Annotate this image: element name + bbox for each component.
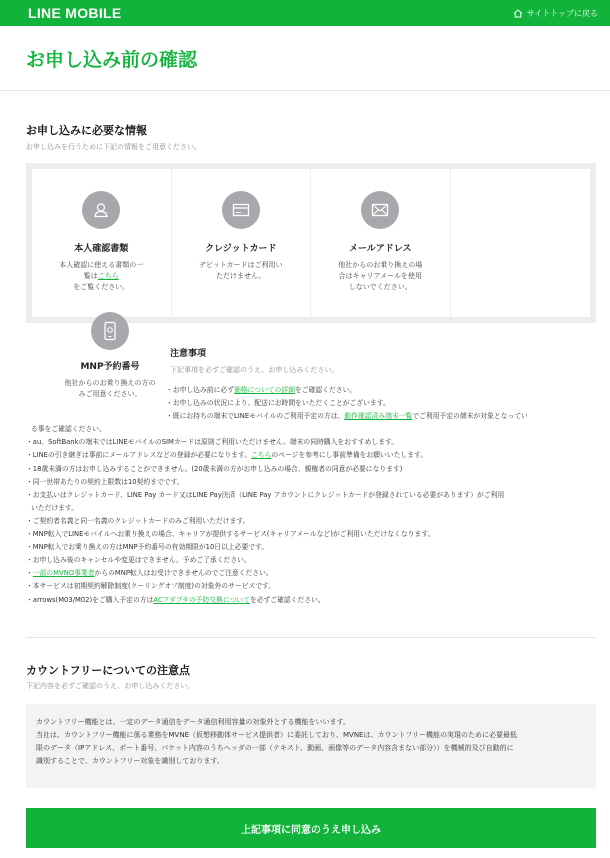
required-info-panel [26,163,596,323]
card-credit-card [172,169,312,317]
list-item: ・同一世帯あたりの契約上限数は10契約までです。 [26,477,184,486]
list-item: ・MNP転入でLINEモバイルへお乗り換えの場合、キャリアが提供するサービス(キャリアメールなど)がご利用いただけなくなります。 [26,530,435,539]
list-item: ・お申し込み前に必ず価格についての詳細をご確認ください。 [166,386,357,394]
list-item: ・お申し込み後のキャンセルや変更はできません。予めご了承ください。 [26,556,251,565]
home-icon [513,9,523,18]
price-details-link[interactable]: 価格についての詳細 [233,386,296,394]
mvno-operators-link[interactable]: 一部のMVNO事業者 [32,569,95,578]
countfree-text: 限のデータ（IPアドレス、ポート番号、パケット内容のうちヘッダの一部（テキスト、動画、画像等のデータ内容含まない部分））を機械的及び自動的に [36,744,514,752]
list-item: ・au、SoftBankの端末ではLINEモバイルのSIMカードは原則ご利用いただけません。端末の同時購入をおすすめします。 [26,438,399,447]
countfree-subtitle: 下記内容を必ずご確認のうえ、お申し込みください。 [26,682,195,690]
person-icon [82,191,120,229]
countfree-text: カウントフリー機能とは、一定のデータ通信をデータ通信利用容量の対象外とする機能をいいます。 [36,718,350,726]
site-top-link[interactable] [513,8,598,19]
countfree-text: 当社は、カウントフリー機能に係る業務をMVNE（仮想移動体サービス提供者）に委託しており、MVNEは、カウントフリー機能の実現のために必要最低 [36,731,517,739]
card-title: MNP予約番号 [80,362,140,372]
title-bar [0,26,610,91]
countfree-text: 識別することで、カウントフリー対象を識別しております。 [36,757,224,765]
compatible-devices-link[interactable]: 動作確認済み端末一覧 [344,412,413,421]
list-item: ・18歳未満の方はお申し込みすることができません。(20歳未満の方がお申し込みの場合、親権者の同意が必要になります) [26,464,403,473]
notes-title: 注意事項 [170,349,207,359]
list-item: ・arrows(M03/M02)をご購入予定の方はACアダプタの予防交換についてを必ずご確認ください。 [26,595,325,604]
list-item: る事をご確認ください。 [31,425,106,434]
card-title: クレジットカード [204,244,277,254]
required-info-subtitle: お申し込みを行うために下記の情報をご用意ください。 [26,143,201,151]
page-title: お申し込み前の確認 [26,48,198,71]
card-id-documents [32,169,172,317]
card-desc: 本人確認に使える書類の一覧はこちら をご覧ください。 [59,261,144,291]
credit-card-icon [222,191,260,229]
list-item: ・LINEの引き継ぎは事前にメールアドレスなどの登録が必要になります。こちらのページを参考にし事前準備をお願いいたします。 [26,451,428,460]
main-content [0,92,610,858]
ac-adapter-link[interactable]: ACアダプタの予防交換について [153,595,250,604]
line-mobile-logo[interactable]: LINE MOBILE [28,5,122,21]
required-info-title: お申し込みに必要な情報 [26,124,147,137]
mail-icon [361,191,399,229]
countfree-notice-box [26,704,596,788]
list-item: ・お申し込みの状況により、配送にお時間をいただくことがございます。 [166,399,390,408]
list-item: ・本サービスは初期契約解除制度(クーリングオフ制度)の対象外のサービスです。 [26,582,276,591]
card-email [311,169,451,317]
site-header [0,0,610,26]
phone-icon [91,312,129,350]
site-top-link-label: サイトトップに戻る [526,8,598,18]
list-item: ・MNP転入でお乗り換えの方はMNP予約番号の有効期限が10日以上必要です。 [26,543,269,552]
agree-and-apply-button[interactable]: 上記事項に同意のうえ申し込み [26,808,596,848]
section-divider [26,637,596,638]
list-item: ・一部のMVNO事業者からのMNP転入はお受けできませんのでご注意ください。 [26,569,273,578]
id-documents-link[interactable]: こちら [97,272,119,280]
card-title: メールアドレス [348,244,412,254]
card-empty [451,169,591,317]
card-desc: デビットカードはご利用いただけません。 [198,261,283,280]
list-item: ・ご契約者名義と同一名義のクレジットカードのみご利用いただけます。 [26,516,250,525]
card-title: 本人確認書類 [74,244,129,254]
list-item: ・既にお持ちの端末でLINEモバイルのご利用予定の方は、動作確認済み端末一覧でご利用予定の端末が対象となってい [166,412,528,421]
list-item: ・お支払いはクレジットカード、LINE Pay カード又はLINE Pay決済（LINE Pay アカウントにクレジットカードが登録されている必要があります）がご利用 いただけます。 [26,490,505,512]
notes-list [26,384,591,607]
countfree-title: カウントフリーについての注意点 [26,664,191,677]
line-transfer-link[interactable]: こちら [251,451,272,460]
card-desc: 他社からのお乗り換えの場合はキャリアメールを使用しないでください。 [338,261,423,291]
notes-subtitle: 下記事項を必ずご確認のうえ、お申し込みください。 [170,366,339,374]
card-desc: 他社からのお乗り換えの方のみご用意ください。 [64,379,156,398]
